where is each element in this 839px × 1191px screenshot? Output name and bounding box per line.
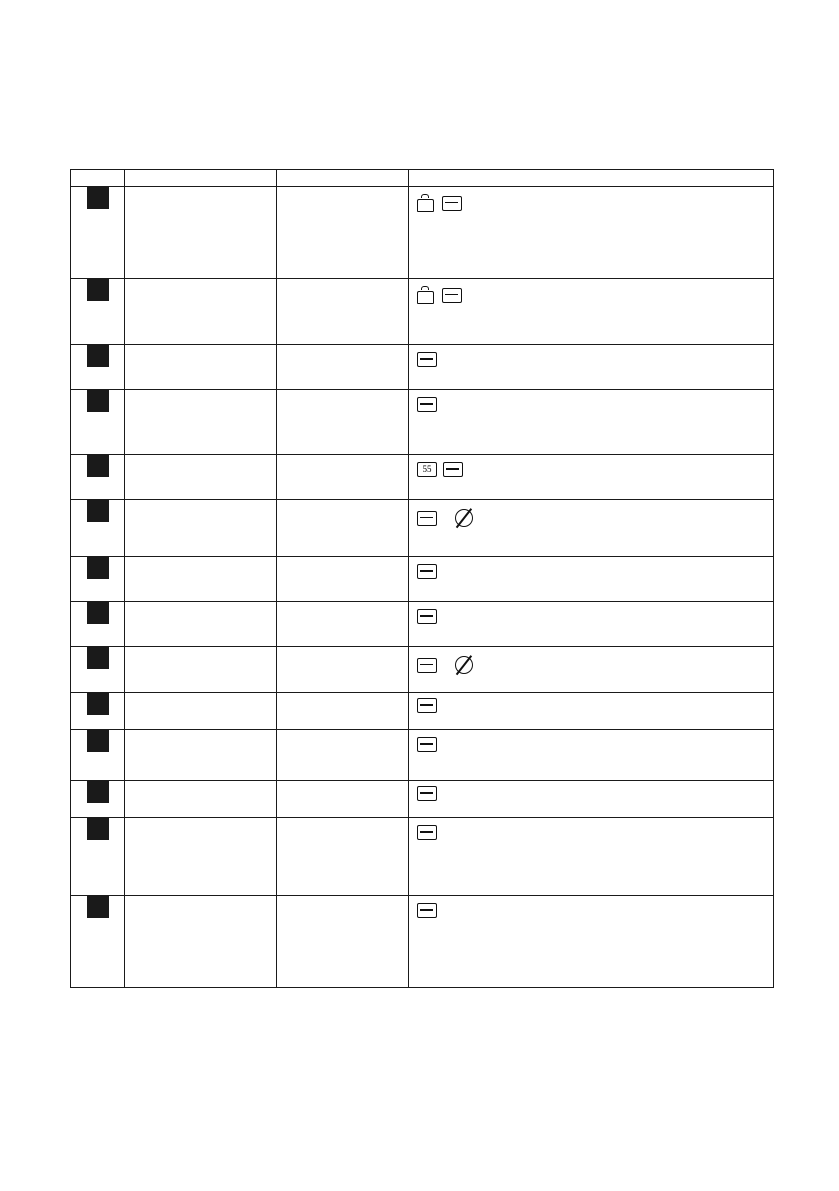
row-text-a <box>125 647 276 655</box>
row-cell-a <box>125 602 277 647</box>
row-text-b <box>277 345 408 353</box>
row-marker-cell <box>71 455 125 500</box>
bleach-bar-icon <box>417 903 437 918</box>
icon-group <box>409 818 773 846</box>
bleach-bar-icon <box>443 462 463 477</box>
row-cell-b <box>277 345 409 390</box>
row-text-a <box>125 187 276 195</box>
table-row <box>71 345 774 390</box>
row-cell-icons <box>409 345 774 390</box>
no-iron-circle-icon <box>453 507 475 529</box>
icon-group <box>409 187 773 218</box>
bleach-bar-icon <box>417 609 437 624</box>
row-cell-b <box>277 693 409 730</box>
row-cell-b <box>277 602 409 647</box>
icon-group <box>409 390 773 418</box>
row-text-a <box>125 279 276 287</box>
row-cell-a <box>125 896 277 988</box>
row-cell-a <box>125 781 277 818</box>
filled-square-icon <box>87 279 109 301</box>
table-row <box>71 693 774 730</box>
table-row <box>71 500 774 557</box>
filled-square-icon <box>87 647 109 669</box>
header-label-a <box>125 170 276 178</box>
row-text-b <box>277 455 408 463</box>
bleach-bar-icon <box>417 737 437 752</box>
row-cell-a <box>125 500 277 557</box>
row-cell-icons <box>409 602 774 647</box>
row-cell-icons <box>409 500 774 557</box>
row-marker-cell <box>71 602 125 647</box>
table-row <box>71 455 774 500</box>
row-text-b <box>277 187 408 195</box>
icon-group <box>409 730 773 758</box>
row-cell-a <box>125 557 277 602</box>
row-cell-icons <box>409 455 774 500</box>
bleach-bar-icon <box>442 196 462 211</box>
icon-group <box>409 345 773 373</box>
filled-square-icon <box>87 781 109 803</box>
filled-square-icon <box>87 500 109 522</box>
row-text-b <box>277 693 408 701</box>
row-text-b <box>277 602 408 610</box>
row-text-b <box>277 500 408 508</box>
row-cell-b <box>277 455 409 500</box>
row-cell-icons <box>409 896 774 988</box>
table-row <box>71 187 774 279</box>
row-text-a <box>125 781 276 789</box>
filled-square-icon <box>87 730 109 752</box>
row-cell-icons <box>409 781 774 818</box>
row-cell-a <box>125 455 277 500</box>
filled-square-icon <box>87 187 109 209</box>
row-marker-cell <box>71 896 125 988</box>
bleach-bar-icon <box>417 564 437 579</box>
bleach-bar-icon <box>417 511 437 526</box>
bleach-bar-icon <box>417 658 437 673</box>
row-marker-cell <box>71 187 125 279</box>
row-cell-icons <box>409 730 774 781</box>
row-cell-icons <box>409 557 774 602</box>
row-cell-b <box>277 647 409 693</box>
table-row <box>71 279 774 345</box>
row-cell-b <box>277 279 409 345</box>
row-cell-icons <box>409 818 774 896</box>
row-text-a <box>125 500 276 508</box>
table-row <box>71 602 774 647</box>
header-label-mark <box>71 170 124 178</box>
table-row <box>71 781 774 818</box>
filled-square-icon <box>87 693 109 715</box>
care-symbol-table <box>70 169 774 988</box>
row-marker-cell <box>71 647 125 693</box>
icon-group <box>409 455 773 483</box>
row-cell-a <box>125 730 277 781</box>
row-text-a <box>125 390 276 398</box>
row-marker-cell <box>71 730 125 781</box>
row-marker-cell <box>71 279 125 345</box>
row-text-b <box>277 896 408 904</box>
filled-square-icon <box>87 345 109 367</box>
row-cell-a <box>125 345 277 390</box>
row-text-b <box>277 390 408 398</box>
row-cell-a <box>125 390 277 455</box>
row-cell-icons <box>409 390 774 455</box>
icon-group <box>409 279 773 310</box>
bleach-bar-icon <box>417 352 437 367</box>
row-cell-a <box>125 279 277 345</box>
row-cell-b <box>277 781 409 818</box>
row-cell-b <box>277 557 409 602</box>
header-cell-a <box>125 170 277 187</box>
bleach-bar-icon <box>417 825 437 840</box>
header-cell-mark <box>71 170 125 187</box>
table-header-row <box>71 170 774 187</box>
row-cell-icons <box>409 187 774 279</box>
table-row <box>71 896 774 988</box>
row-cell-b <box>277 187 409 279</box>
icon-group <box>409 693 773 717</box>
wash-tub-icon <box>417 194 436 212</box>
row-cell-a <box>125 693 277 730</box>
icon-group <box>409 500 773 535</box>
table-row <box>71 557 774 602</box>
table-row <box>71 390 774 455</box>
icon-group <box>409 896 773 924</box>
row-cell-b <box>277 818 409 896</box>
header-label-c <box>409 170 773 178</box>
row-text-a <box>125 602 276 610</box>
table-row <box>71 730 774 781</box>
filled-square-icon <box>87 602 109 624</box>
bleach-bar-icon <box>417 397 437 412</box>
bleach-bar-icon <box>417 786 437 801</box>
filled-square-icon <box>87 390 109 412</box>
row-cell-icons <box>409 279 774 345</box>
filled-square-icon <box>87 818 109 840</box>
bleach-bar-icon <box>442 288 462 303</box>
row-marker-cell <box>71 557 125 602</box>
row-cell-b <box>277 500 409 557</box>
row-cell-b <box>277 390 409 455</box>
row-text-a <box>125 896 276 904</box>
table-row <box>71 647 774 693</box>
header-label-b <box>277 170 408 178</box>
row-cell-icons <box>409 693 774 730</box>
row-text-a <box>125 818 276 826</box>
filled-square-icon <box>87 896 109 918</box>
row-cell-a <box>125 647 277 693</box>
row-cell-b <box>277 730 409 781</box>
temp-55-icon <box>417 462 437 477</box>
icon-group <box>409 781 773 805</box>
row-text-a <box>125 557 276 565</box>
wash-tub-icon <box>417 286 436 304</box>
row-marker-cell <box>71 345 125 390</box>
row-cell-a <box>125 187 277 279</box>
row-cell-b <box>277 896 409 988</box>
header-cell-c <box>409 170 774 187</box>
temp-value-label: 55 <box>422 464 432 474</box>
row-marker-cell <box>71 500 125 557</box>
row-text-b <box>277 818 408 826</box>
icon-group <box>409 647 773 682</box>
icon-group <box>409 602 773 630</box>
row-text-b <box>277 647 408 655</box>
row-marker-cell <box>71 390 125 455</box>
filled-square-icon <box>87 455 109 477</box>
row-marker-cell <box>71 693 125 730</box>
row-text-a <box>125 455 276 463</box>
row-text-a <box>125 730 276 738</box>
row-marker-cell <box>71 781 125 818</box>
row-text-b <box>277 730 408 738</box>
row-text-b <box>277 279 408 287</box>
header-cell-b <box>277 170 409 187</box>
row-text-b <box>277 557 408 565</box>
bleach-bar-icon <box>417 698 437 713</box>
filled-square-icon <box>87 557 109 579</box>
row-cell-a <box>125 818 277 896</box>
row-text-b <box>277 781 408 789</box>
row-text-a <box>125 693 276 701</box>
row-text-a <box>125 345 276 353</box>
row-marker-cell <box>71 818 125 896</box>
table-row <box>71 818 774 896</box>
row-cell-icons <box>409 647 774 693</box>
no-iron-circle-icon <box>453 654 475 676</box>
icon-group <box>409 557 773 585</box>
table-body <box>71 170 774 988</box>
